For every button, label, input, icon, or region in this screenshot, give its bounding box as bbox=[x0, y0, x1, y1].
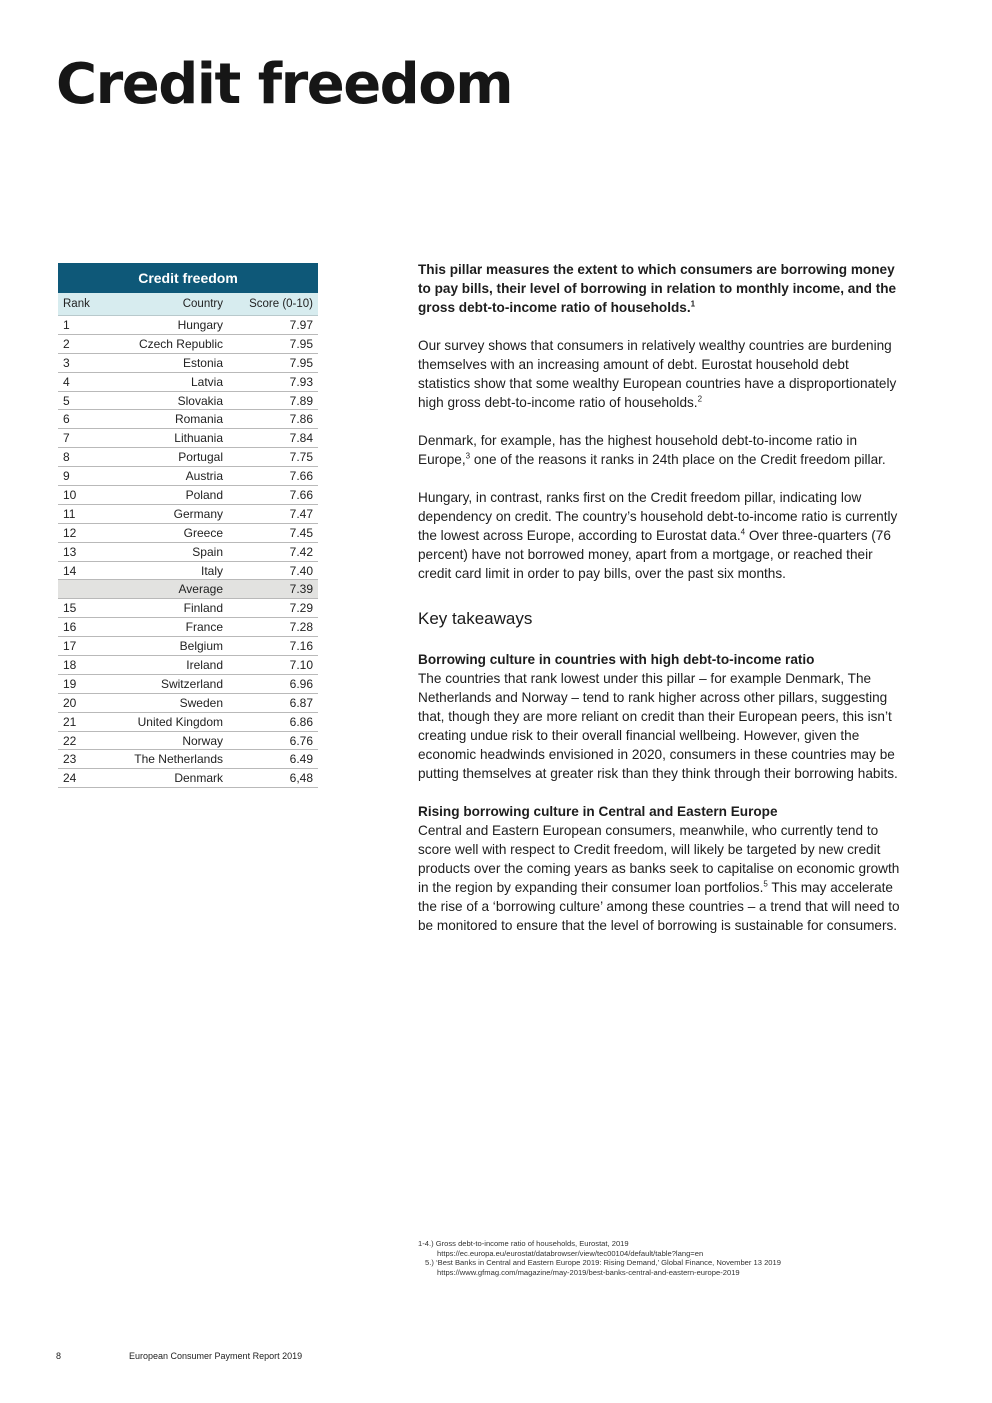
table-title: Credit freedom bbox=[58, 263, 318, 293]
takeaway-1-title: Borrowing culture in countries with high debt-to-income ratio bbox=[418, 652, 815, 667]
footnote-1: 1-4.) Gross debt-to-income ratio of households, Eurostat, 2019 bbox=[418, 1239, 629, 1248]
cell-country: Belgium bbox=[179, 639, 223, 654]
cell-country: The Netherlands bbox=[134, 752, 223, 767]
cell-score: 7.89 bbox=[289, 393, 313, 408]
cell-score: 7.66 bbox=[289, 469, 313, 484]
cell-rank: 21 bbox=[63, 714, 77, 729]
cell-rank: 8 bbox=[63, 450, 70, 465]
table-row bbox=[58, 694, 318, 713]
cell-country: United Kingdom bbox=[137, 714, 223, 729]
footnote-5: 5.) ‘Best Banks in Central and Eastern Europe 2019: Rising Demand,’ Global Finance, November 13 2019 bbox=[425, 1258, 781, 1268]
table-row bbox=[58, 467, 318, 486]
cell-country: Denmark bbox=[174, 771, 223, 786]
cell-rank: 11 bbox=[63, 506, 76, 521]
cell-score: 7.39 bbox=[289, 582, 313, 597]
cell-country: Norway bbox=[182, 733, 223, 748]
cell-country: France bbox=[185, 620, 223, 635]
table-row bbox=[58, 448, 318, 467]
paragraph-3: Hungary, in contrast, ranks first on the Credit freedom pillar, indicating low dependency on credit. The country’s household debt-to-income ratio is currently the lowest across Europe, according to Eurostat data.$^4$ Over three-quarters (76 percent) have not borrowed money, apart from a mortgage, or reached their credit card limit in order to pay bills, over the past six months. bbox=[418, 490, 898, 581]
table-row bbox=[58, 543, 318, 562]
paragraph-1: Our survey shows that consumers in relatively wealthy countries are burdening themselves with an increasing amount of debt. Eurostat household debt statistics show that some wealthy European countries have a disproportionately high gross debt-to-income ratio of households.$^2$ bbox=[418, 338, 897, 410]
cell-score: 7.95 bbox=[289, 336, 313, 351]
cell-rank: 12 bbox=[63, 525, 77, 540]
takeaway-2-text: Central and Eastern European consumers, meanwhile, who currently tend to score well with respect to Credit freedom, will likely be targeted by new credit products over the coming years as banks seek to capitalise on economic growth in the region by expanding their consumer loan portfolios.$^5$ This may accelerate the rise of a ‘borrowing culture’ among these countries – a trend that will need to be monitored to ensure that the level of borrowing is sustainable for consumers. bbox=[418, 823, 900, 933]
cell-score: 6.76 bbox=[289, 733, 313, 748]
cell-score: 6.49 bbox=[289, 752, 313, 767]
cell-score: 6,48 bbox=[289, 771, 313, 786]
cell-country: Germany bbox=[173, 506, 223, 521]
cell-score: 7.93 bbox=[289, 374, 313, 389]
cell-country: Hungary bbox=[177, 317, 223, 332]
cell-rank: 7 bbox=[63, 431, 70, 446]
takeaway-2 bbox=[418, 802, 900, 935]
cell-country: Average bbox=[178, 582, 223, 597]
cell-score: 6.86 bbox=[289, 714, 313, 729]
cell-country: Latvia bbox=[190, 374, 223, 389]
footnote-1-url: https://ec.europa.eu/eurostat/databrowser/view/tec00104/default/table?lang=en bbox=[437, 1248, 704, 1258]
table-header bbox=[58, 293, 318, 316]
paragraph-2: Denmark, for example, has the highest household debt-to-income ratio in Europe,$^3$ one of the reasons it ranks in 24th place on the Credit freedom pillar. bbox=[418, 433, 886, 467]
cell-score: 7.45 bbox=[289, 525, 313, 540]
cell-rank: 22 bbox=[63, 733, 77, 748]
table-row bbox=[58, 486, 318, 505]
takeaway-1 bbox=[418, 650, 900, 783]
table-row bbox=[58, 429, 318, 448]
cell-rank: 19 bbox=[63, 676, 77, 691]
cell-country: Greece bbox=[183, 525, 223, 540]
cell-country: Slovakia bbox=[177, 393, 223, 408]
cell-score: 7.95 bbox=[289, 355, 313, 370]
table-row bbox=[58, 562, 318, 581]
cell-rank: 10 bbox=[63, 487, 77, 502]
table-body bbox=[58, 316, 318, 788]
cell-country: Portugal bbox=[178, 450, 223, 465]
cell-rank: 9 bbox=[63, 469, 70, 484]
cell-country: Romania bbox=[174, 412, 223, 427]
table-row bbox=[58, 599, 318, 618]
cell-country: Poland bbox=[185, 487, 223, 502]
cell-rank: 15 bbox=[63, 601, 77, 616]
cell-score: 7.66 bbox=[289, 487, 313, 502]
table-row bbox=[58, 505, 318, 524]
cell-rank: 3 bbox=[63, 355, 70, 370]
cell-country: Spain bbox=[192, 544, 223, 559]
cell-rank: 5 bbox=[63, 393, 70, 408]
footnote-5-url: https://www.gfmag.com/magazine/may-2019/best-banks-central-and-eastern-europe-2019 bbox=[437, 1267, 740, 1277]
cell-rank: 17 bbox=[63, 639, 77, 654]
cell-score: 7.84 bbox=[289, 431, 313, 446]
cell-score: 7.47 bbox=[289, 506, 313, 521]
table-row bbox=[58, 354, 318, 373]
cell-score: 7.97 bbox=[289, 317, 313, 332]
cell-rank: 2 bbox=[63, 336, 70, 351]
intro-paragraph: This pillar measures the extent to which consumers are borrowing money to pay bills, their level of borrowing in relation to monthly income, and the gross debt-to-income ratio of households.$^1$ bbox=[418, 262, 897, 315]
credit-freedom-table bbox=[58, 263, 318, 788]
cell-score: 7.16 bbox=[289, 639, 313, 654]
table-row bbox=[58, 373, 318, 392]
key-takeaways-heading: Key takeaways bbox=[418, 609, 533, 628]
cell-country: Lithuania bbox=[174, 431, 223, 446]
cell-country: Austria bbox=[185, 469, 223, 484]
cell-rank: 20 bbox=[63, 695, 77, 710]
cell-rank: 4 bbox=[63, 374, 70, 389]
table-row bbox=[58, 769, 318, 788]
table-row bbox=[58, 732, 318, 751]
table-row bbox=[58, 392, 318, 411]
table-row bbox=[58, 335, 318, 354]
cell-country: Czech Republic bbox=[138, 336, 223, 351]
table-row bbox=[58, 713, 318, 732]
cell-country: Switzerland bbox=[160, 676, 223, 691]
cell-country: Sweden bbox=[179, 695, 223, 710]
table-row bbox=[58, 524, 318, 543]
cell-rank: 1 bbox=[63, 317, 70, 332]
header-country: Country bbox=[182, 298, 223, 310]
cell-score: 7.28 bbox=[289, 620, 313, 635]
cell-country: Finland bbox=[183, 601, 223, 616]
cell-score: 7.10 bbox=[289, 657, 313, 672]
cell-country: Ireland bbox=[186, 657, 223, 672]
cell-rank: 6 bbox=[63, 412, 70, 427]
takeaway-1-text: The countries that rank lowest under this pillar – for example Denmark, The Netherlands and Norway – tend to rank higher across other pillars, suggesting that, though they are more reliant on credit than their European peers, this isn’t creating undue risk to their overall financial wellbeing. However, given the economic headwinds envisioned in 2020, consumers in these countries may be putting themselves at greater risk than they think through their borrowing habits. bbox=[418, 671, 898, 781]
cell-score: 7.75 bbox=[289, 450, 313, 465]
cell-rank: 13 bbox=[63, 544, 77, 559]
table-row bbox=[58, 618, 318, 637]
footer-title: European Consumer Payment Report 2019 bbox=[129, 1351, 303, 1361]
page-number: 8 bbox=[56, 1351, 62, 1361]
cell-score: 7.29 bbox=[289, 601, 313, 616]
table-row bbox=[58, 410, 318, 429]
header-score: Score (0-10) bbox=[249, 298, 313, 310]
table-row-average bbox=[58, 580, 318, 599]
footnotes bbox=[418, 1239, 898, 1277]
cell-score: 7.86 bbox=[289, 412, 313, 427]
table-row bbox=[58, 675, 318, 694]
body-text bbox=[418, 260, 900, 954]
cell-country: Italy bbox=[200, 563, 223, 578]
table-row bbox=[58, 750, 318, 769]
cell-rank: 24 bbox=[63, 771, 77, 786]
takeaway-2-title: Rising borrowing culture in Central and Eastern Europe bbox=[418, 804, 778, 819]
cell-rank: 16 bbox=[63, 620, 77, 635]
cell-score: 6.87 bbox=[289, 695, 313, 710]
header-rank: Rank bbox=[63, 298, 90, 310]
cell-rank: 18 bbox=[63, 657, 77, 672]
page-title: Credit freedom bbox=[56, 52, 513, 117]
cell-score: 7.40 bbox=[289, 563, 313, 578]
cell-rank: 23 bbox=[63, 752, 77, 767]
cell-country: Estonia bbox=[182, 355, 223, 370]
cell-rank: 14 bbox=[63, 563, 77, 578]
table-row bbox=[58, 637, 318, 656]
table-row bbox=[58, 316, 318, 335]
cell-score: 6.96 bbox=[289, 676, 313, 691]
table-row bbox=[58, 656, 318, 675]
cell-score: 7.42 bbox=[289, 544, 313, 559]
